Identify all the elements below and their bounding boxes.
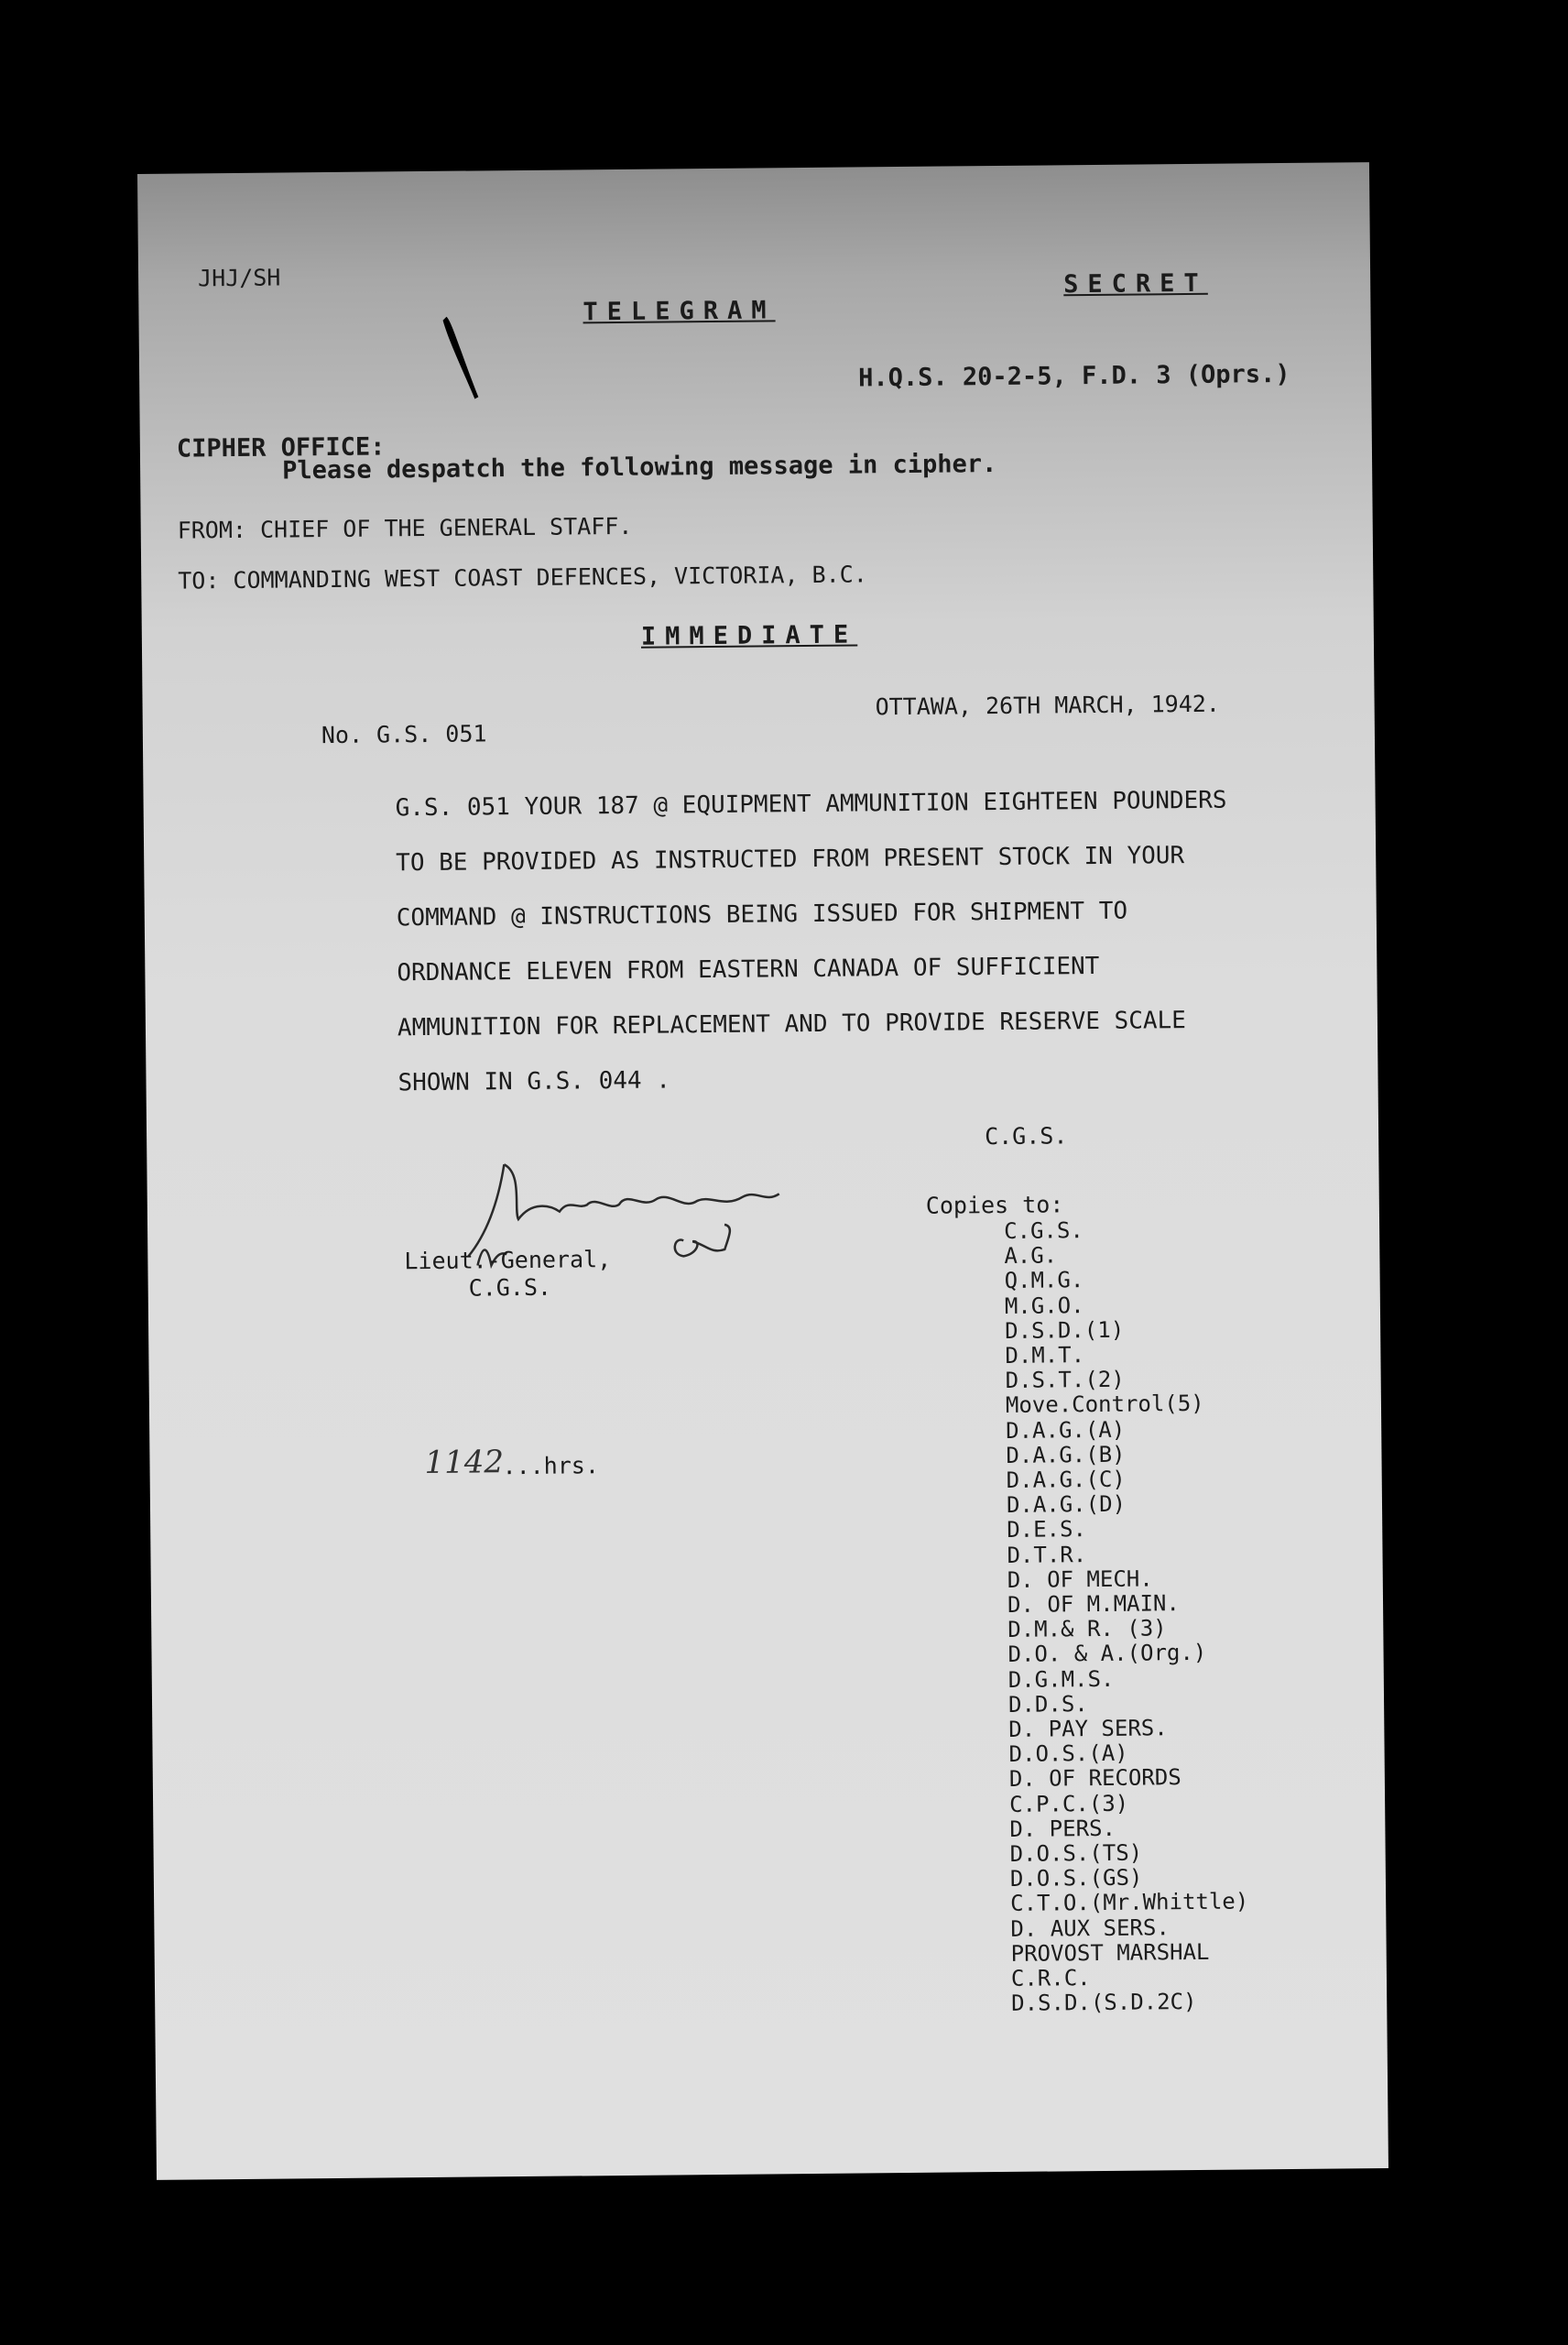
copy-recipient: D.M.& R. (3) [1007, 1615, 1167, 1643]
copy-recipient: D. PERS. [1009, 1815, 1116, 1842]
file-number: H.Q.S. 20-2-5, F.D. 3 (Oprs.) [858, 359, 1290, 393]
copy-recipient: D.A.G.(C) [1006, 1466, 1126, 1493]
message-number: No. G.S. 051 [321, 720, 487, 749]
sign-off: C.G.S. [984, 1122, 1068, 1151]
reference-code: JHJ/SH [197, 264, 281, 292]
copy-recipient: D.M.T. [1005, 1342, 1085, 1369]
to-line: TO: COMMANDING WEST COAST DEFENCES, VICTORIA, B.C. [178, 561, 867, 594]
copy-recipient: D.O.S.(A) [1008, 1740, 1128, 1768]
copy-recipient: D. OF RECORDS [1008, 1764, 1181, 1793]
copy-recipient: D.A.G.(A) [1006, 1416, 1126, 1444]
body-line: ORDNANCE ELEVEN FROM EASTERN CANADA OF SUFFICIENT [397, 952, 1100, 987]
copy-recipient: D.O. & A.(Org.) [1007, 1640, 1207, 1668]
message-body [395, 773, 1229, 1111]
time-suffix: ...hrs. [502, 1452, 600, 1480]
copy-recipient: C.P.C.(3) [1008, 1790, 1129, 1817]
body-line: COMMAND @ INSTRUCTIONS BEING ISSUED FOR SHIPMENT TO [396, 897, 1128, 933]
copy-recipient: D.S.D.(1) [1005, 1316, 1125, 1344]
copy-recipient: D.A.G.(B) [1006, 1441, 1126, 1468]
copy-recipient: D. AUX SERS. [1010, 1914, 1170, 1942]
copy-recipient: D. OF MECH. [1007, 1565, 1153, 1593]
body-line: G.S. 051 YOUR 187 @ EQUIPMENT AMMUNITION EIGHTEEN POUNDERS [395, 786, 1227, 823]
copies-to-label: Copies to: [925, 1191, 1064, 1219]
copy-recipient: M.G.O. [1004, 1292, 1084, 1319]
body-line: SHOWN IN G.S. 044 . [397, 1066, 671, 1097]
signatory-appointment: C.G.S. [468, 1273, 552, 1302]
copy-recipient: D.O.S.(GS) [1009, 1864, 1143, 1892]
place-date: OTTAWA, 26TH MARCH, 1942. [875, 690, 1221, 721]
document-title: TELEGRAM [583, 296, 776, 327]
priority-label: IMMEDIATE [640, 620, 858, 651]
signatory-rank: Lieut.-General, [404, 1246, 612, 1275]
copy-recipient: D.S.T.(2) [1005, 1366, 1125, 1394]
classification-label: SECRET [1063, 268, 1208, 300]
telegram-document [137, 162, 1388, 2180]
copy-recipient: Move.Control(5) [1005, 1391, 1204, 1419]
copy-recipient: Q.M.G. [1004, 1267, 1084, 1294]
copy-recipient: C.G.S. [1003, 1217, 1083, 1244]
copy-recipient: D.O.S.(TS) [1009, 1839, 1143, 1868]
copy-recipient: D.A.G.(D) [1006, 1490, 1127, 1519]
copy-recipient: D.D.S. [1007, 1690, 1088, 1718]
copies-to-list [1004, 1216, 1249, 2016]
copy-recipient: D.S.D.(S.D.2C) [1011, 1989, 1197, 2017]
copy-recipient: D. PAY SERS. [1008, 1715, 1168, 1743]
cipher-office-heading: CIPHER OFFICE: [176, 432, 386, 464]
copy-recipient: D.G.M.S. [1007, 1665, 1115, 1693]
copy-recipient: C.T.O.(Mr.Whittle) [1010, 1888, 1249, 1917]
copy-recipient: D.T.R. [1007, 1541, 1087, 1568]
copy-recipient: C.R.C. [1010, 1965, 1091, 1992]
copy-recipient: PROVOST MARSHAL [1010, 1938, 1210, 1967]
copy-recipient: D. OF M.MAIN. [1007, 1590, 1181, 1618]
copy-recipient: D.E.S. [1007, 1516, 1087, 1543]
time-handwritten: 1142 [424, 1444, 505, 1482]
cipher-instruction: Please despatch the following message in cipher. [281, 450, 997, 485]
from-line: FROM: CHIEF OF THE GENERAL STAFF. [177, 512, 633, 544]
copy-recipient: A.G. [1004, 1242, 1058, 1270]
body-line: TO BE PROVIDED AS INSTRUCTED FROM PRESENT STOCK IN YOUR [396, 842, 1185, 878]
ink-mark [441, 312, 487, 404]
body-line: AMMUNITION FOR REPLACEMENT AND TO PROVIDE RESERVE SCALE [397, 1007, 1187, 1042]
